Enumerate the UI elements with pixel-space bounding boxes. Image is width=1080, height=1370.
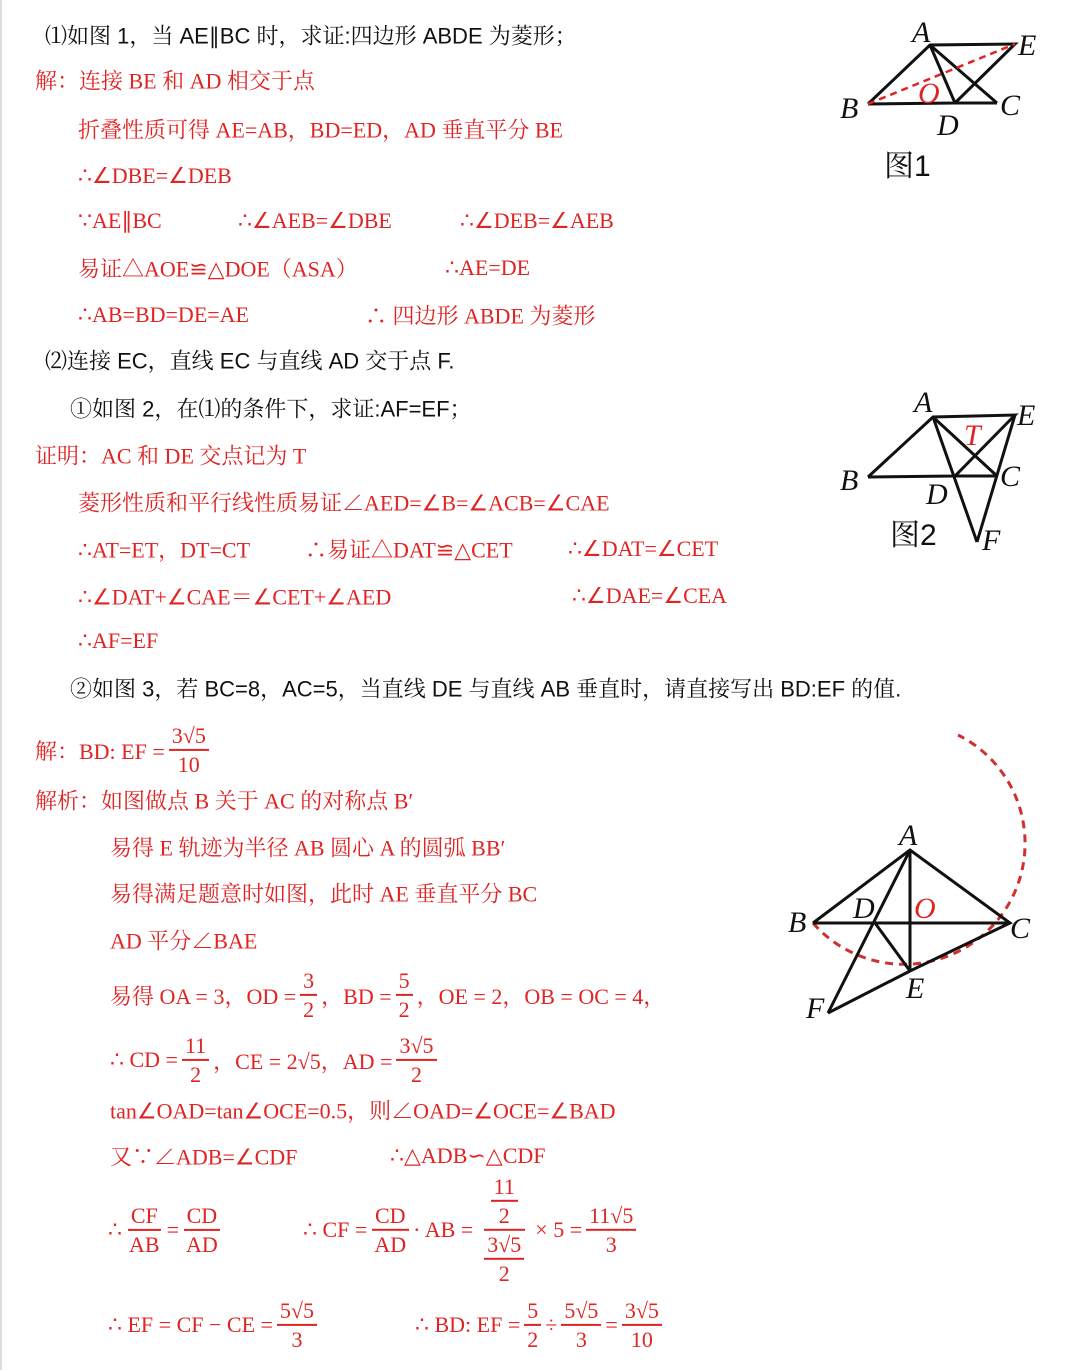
figure-2-caption: 图2 — [890, 519, 937, 552]
denominator: 10 — [630, 1327, 653, 1352]
label-f: F — [806, 992, 825, 1025]
text: ÷ — [545, 1312, 558, 1337]
denominator: 2 — [527, 1327, 539, 1352]
analysis-line: AD 平分∠BAE — [110, 928, 258, 954]
label-a: A — [912, 16, 931, 49]
label-e: E — [906, 972, 925, 1005]
figure-1-caption: 图1 — [884, 150, 931, 183]
analysis-line: 易得满足题意时如图，此时 AE 垂直平分 BC — [110, 881, 538, 907]
denominator: 2 — [498, 1202, 510, 1228]
solution-2-line: ∴∠DAT+∠CAE＝∠CET+∠AED — [78, 584, 392, 610]
denominator: AD — [374, 1232, 407, 1257]
solution-1-line: ∴ 四边形 ABDE 为菱形 — [365, 303, 596, 329]
numerator: 3√5 — [622, 1299, 662, 1326]
solution-2-line: ∴AF=EF — [78, 628, 159, 653]
numerator: 11√5 — [586, 1204, 636, 1231]
denominator: AB — [129, 1232, 160, 1257]
text: × 5 = — [535, 1217, 583, 1242]
denominator: 2 — [498, 1261, 510, 1287]
analysis-line: 易得 E 轨迹为半径 AB 圆心 A 的圆弧 BB′ — [110, 835, 506, 861]
solution-1-line: ∴AE=DE — [445, 255, 531, 280]
solution-1-line: ∵AE∥BC — [78, 208, 162, 233]
text: ∴ EF = CF − CE = — [108, 1312, 273, 1337]
solution-2-line: ∴∠DAT=∠CET — [568, 536, 719, 561]
label-o: O — [914, 892, 936, 925]
label-d: D — [937, 109, 959, 142]
numerator: 3√5 — [169, 724, 209, 751]
text: ，BD = — [321, 983, 392, 1009]
segment-af — [828, 850, 910, 1013]
text: ∴ CF = — [303, 1217, 368, 1242]
solution-1-line: 易证△AOE≌△DOE（ASA） — [78, 256, 358, 282]
numerator: 11 — [182, 1034, 209, 1061]
label-e: E — [1017, 399, 1036, 432]
text: ，CE = 2√5，AD = — [213, 1048, 393, 1074]
numerator: 5 — [524, 1299, 541, 1326]
numerator: CF — [128, 1204, 161, 1231]
solution-1-line: ∴∠AEB=∠DBE — [238, 208, 392, 233]
denominator: 3 — [575, 1327, 587, 1352]
analysis-line: tan∠OAD=tan∠OCE=0.5，则∠OAD=∠OCE=∠BAD — [110, 1098, 616, 1124]
label-d: D — [926, 478, 948, 511]
text: ，OE = 2，OB = OC = 4， — [416, 983, 666, 1009]
solution-1-line: ∴AB=BD=DE=AE — [78, 302, 249, 327]
numerator: 11 — [491, 1175, 518, 1202]
text: ∴ — [108, 1217, 122, 1242]
text: · AB = — [413, 1217, 474, 1242]
denominator: 3 — [605, 1232, 617, 1257]
question-2b: ②如图 3，若 BC=8，AC=5，当直线 DE 与直线 AB 垂直时，请直接写出 BD:EF 的值. — [70, 676, 902, 702]
label-o: O — [918, 77, 940, 110]
numerator: 3√5 — [484, 1233, 524, 1260]
solution-1-line: ∴∠DEB=∠AEB — [460, 208, 614, 233]
figure-1 — [868, 44, 1015, 104]
label-c: C — [1010, 912, 1031, 945]
question-1: ⑴如图 1，当 AE∥BC 时，求证:四边形 ABDE 为菱形； — [45, 23, 577, 49]
answer-label: 解：BD: EF = — [35, 738, 165, 764]
text: ∴ BD: EF = — [415, 1312, 521, 1337]
numerator: 5√5 — [277, 1299, 317, 1326]
text: 易得 OA = 3，OD = — [110, 983, 297, 1009]
segment-fe — [828, 971, 910, 1013]
label-b: B — [788, 906, 807, 939]
analysis-line: ∴△ADB∽△CDF — [390, 1143, 546, 1168]
text: ∴ CD = — [110, 1047, 178, 1072]
denominator: AD — [185, 1232, 218, 1257]
numerator: CD — [372, 1204, 409, 1231]
label-a: A — [899, 819, 918, 852]
triangle-abc-ae — [813, 850, 1010, 971]
solution-2-line: ∴AT=ET，DT=CT — [78, 537, 251, 563]
denominator: 2 — [190, 1062, 202, 1087]
label-f: F — [982, 524, 1001, 557]
text: = — [605, 1312, 618, 1337]
label-c: C — [1000, 89, 1021, 122]
solution-2-line: 证明：AC 和 DE 交点记为 T — [35, 443, 307, 469]
numerator: 5√5 — [561, 1299, 601, 1326]
label-c: C — [1000, 460, 1021, 493]
denominator: 2 — [303, 997, 315, 1022]
solution-2-line: ∴∠DAE=∠CEA — [572, 583, 728, 608]
label-a: A — [914, 386, 933, 419]
solution-1-line: ∴∠DBE=∠DEB — [78, 163, 232, 188]
question-2a: ①如图 2，在⑴的条件下，求证:AF=EF； — [70, 396, 472, 422]
text: = — [166, 1217, 179, 1242]
denominator: 3 — [291, 1327, 303, 1352]
solution-1-line: 解：连接 BE 和 AD 相交于点 — [35, 68, 315, 94]
numerator: CD — [184, 1204, 221, 1231]
analysis-line: 解析：如图做点 B 关于 AC 的对称点 B′ — [35, 788, 414, 814]
solution-1-line: 折叠性质可得 AE=AB，BD=ED，AD 垂直平分 BE — [78, 117, 563, 143]
solution-2-line: 菱形性质和平行线性质易证∠AED=∠B=∠ACB=∠CAE — [78, 490, 610, 516]
numerator: 5 — [396, 969, 413, 996]
denominator: 2 — [398, 997, 410, 1022]
label-d: D — [853, 892, 875, 925]
label-b: B — [840, 92, 859, 125]
numerator: 3√5 — [396, 1034, 436, 1061]
numerator: 3 — [300, 969, 317, 996]
denominator: 2 — [410, 1062, 422, 1087]
denominator: 10 — [177, 752, 200, 777]
label-e: E — [1018, 29, 1037, 62]
label-b: B — [840, 464, 859, 497]
label-t: T — [964, 419, 981, 452]
solution-2-line: ∴易证△DAT≌△CET — [305, 537, 513, 563]
question-2: ⑵连接 EC，直线 EC 与直线 AD 交于点 F. — [45, 348, 455, 374]
analysis-line: 又∵∠ADB=∠CDF — [110, 1144, 298, 1170]
